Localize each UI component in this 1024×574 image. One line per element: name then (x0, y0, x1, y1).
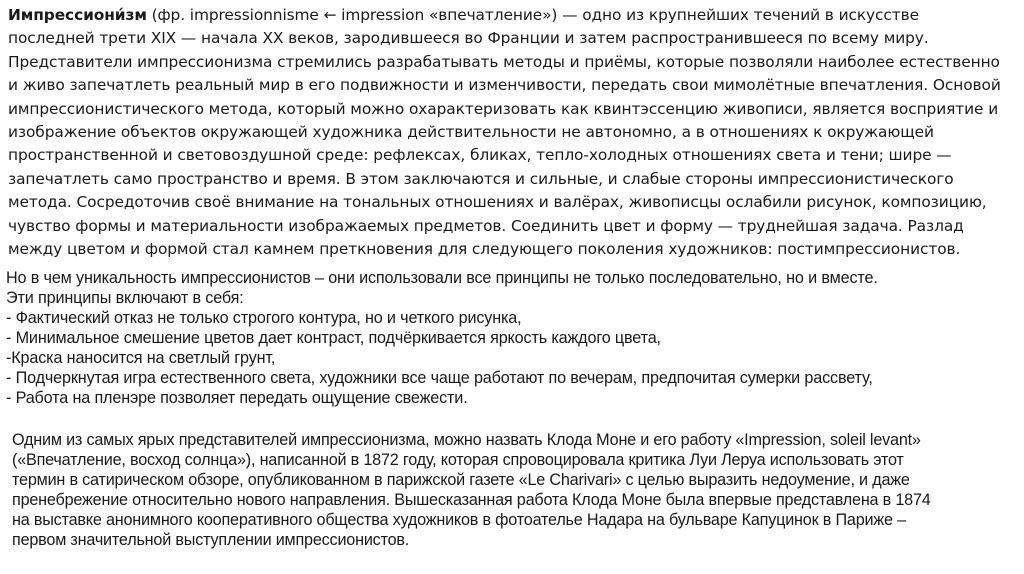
monet-line-6: первом значительной выступлении импрессионистов. (12, 531, 410, 549)
principles-line-4: - Минимальное смешение цветов дает контраст, подчёркивается яркость каждого цвета, (6, 329, 661, 347)
monet-line-1: Одним из самых ярых представителей импрессионизма, можно назвать Клода Моне и его работу «Impression, soleil levant» (12, 431, 921, 449)
intro-line-2: последней трети XIX — начала XX веков, зародившееся во Франции и затем распространившееся по всему миру. (8, 29, 929, 48)
intro-line-10: чувство формы и материальности изображаемых предметов. Соединить цвет и форму — труднейшая задача. Разлад (8, 216, 964, 235)
monet-line-4: пренебрежение относительно нового направления. Вышесказанная работа Клода Моне была впервые представлена в 1874 (12, 491, 931, 509)
intro-line-3: Представители импрессионизма стремились разрабатывать методы и приёмы, которые позволяли наиболее естественно (8, 52, 1000, 71)
principles-line-1: Но в чем уникальность импрессионистов – они использовали все принципы не только последовательно, но и вместе. (6, 269, 878, 287)
term-heading: Импрессиони́зм (8, 6, 147, 24)
intro-paragraph (8, 4, 1001, 261)
intro-line-8: запечатлеть само пространство и время. В этом заключаются и сильные, и слабые стороны импрессионистического (8, 169, 954, 188)
principles-list (6, 268, 878, 408)
intro-line-1-rest: (фр. impressionnisme ← impression «впечатление») — одно из крупнейших течений в искусстве (146, 6, 919, 24)
monet-line-2: («Впечатление, восход солнца»), написанной в 1872 году, которая спровоцировала критика Луи Леруа использовать этот (12, 451, 904, 469)
principles-line-2: Эти принципы включают в себя: (6, 289, 244, 307)
principles-line-5: -Краска наносится на светлый грунт, (6, 349, 276, 367)
principles-line-6: - Подчеркнутая игра естественного света, художники все чаще работают по вечерам, предпочитая сумерки рассвету, (6, 369, 873, 387)
intro-line-1 (8, 4, 1001, 27)
monet-paragraph (12, 430, 931, 550)
principles-line-3: - Фактический отказ не только строгого контура, но и четкого рисунка, (6, 309, 522, 327)
intro-line-5: импрессионистического метода, который можно охарактеризовать как квинтэссенцию живописи, является восприятие и (8, 99, 999, 118)
intro-line-6: изображение объектов окружающей художника действительности не автономно, а в отношениях к окружающей (8, 123, 934, 142)
monet-line-5: на выставке анонимного кооперативного общества художников в фотоателье Надара на бульваре Капуцинок в Париже – (12, 511, 906, 529)
principles-line-7: - Работа на пленэре позволяет передать ощущение свежести. (6, 389, 468, 407)
intro-line-4: и живо запечатлеть реальный мир в его подвижности и изменчивости, передать свои мимолётные впечатления. Основой (8, 76, 1001, 95)
intro-line-11: между цветом и формой стал камнем преткновения для следующего поколения художников: постимпрессионистов. (8, 240, 961, 259)
monet-line-3: термин в сатирическом обзоре, опубликованном в парижской газете «Le Charivari» с целью выразить недоумение, и даже (12, 471, 910, 489)
intro-line-9: метода. Сосредоточив своё внимание на тональных отношениях и валёрах, живописцы ослабили рисунок, композицию, (8, 193, 987, 212)
intro-line-7: пространственной и световоздушной среде: рефлексах, бликах, тепло-холодных отношениях света и тени; шире — (8, 146, 952, 165)
